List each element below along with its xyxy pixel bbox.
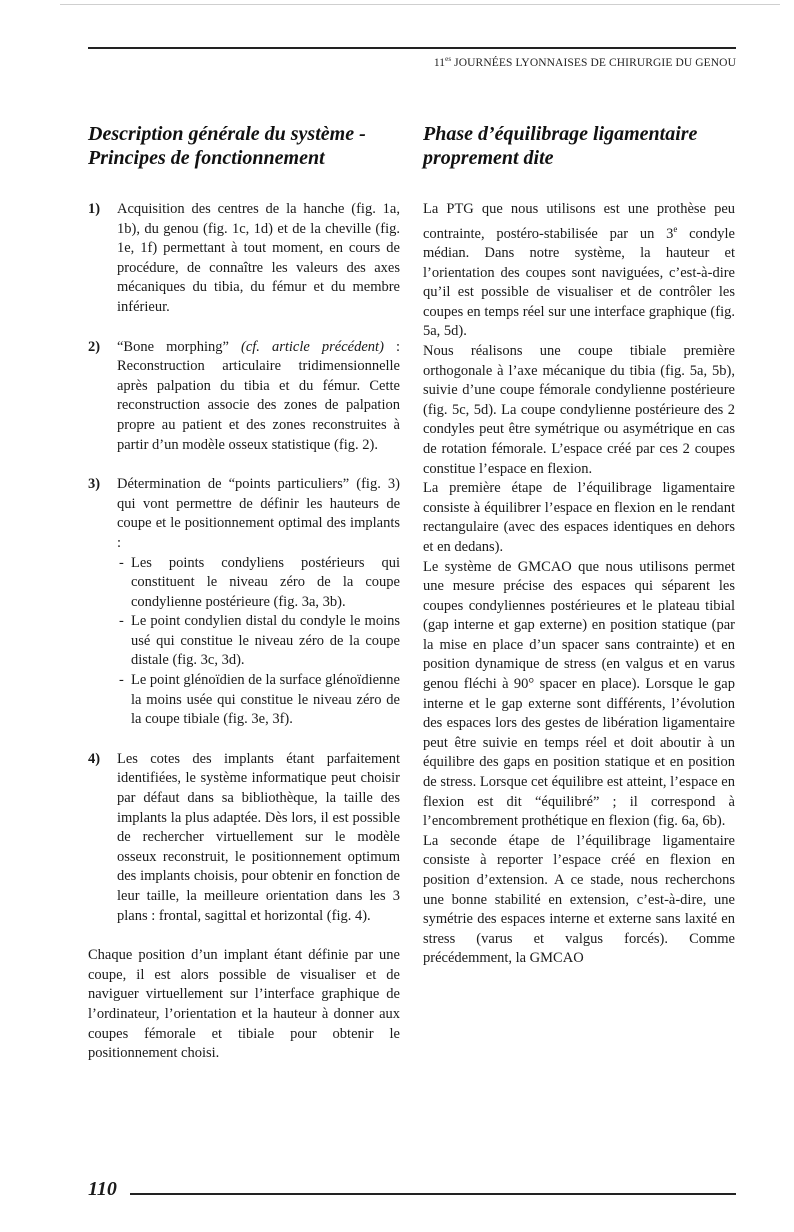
bone-morphing-term: “Bone morphing” xyxy=(117,338,241,355)
list-item-3 xyxy=(88,475,400,730)
paragraph-1 xyxy=(423,200,735,342)
list-item-2 xyxy=(88,338,400,456)
list-number: 2) xyxy=(88,338,101,355)
sub-item xyxy=(117,554,400,613)
dash-marker: - xyxy=(119,672,124,689)
right-section-title xyxy=(423,122,735,170)
sub-item-text: Les points condyliens postérieurs qui constituent le niveau zéro de la coupe condylienne postérieure (fig. 3a, 3b). xyxy=(131,554,400,610)
paragraph-4: Le système de GMCAO que nous utilisons permet une mesure précise des espaces qui séparent les coupes condyliennes postérieures et le plateau tibial (gap interne et gap externe) en position statique (par la mise en place d’un spacer sans contrainte) et en position dynamique de stress (en valgus et en varus genou fléchi à 90° spacer en place). Lorsque le gap interne et le gap externe sont différents, l’évolution des espaces lors des gestes de libération ligamentaire peut être suivie en temps réel et doit aboutir à un équilibre des gaps en position statique et en position de stress. Lorsque cet équilibre est atteint, l’espace en flexion est dit “équilibré” ; il correspond à l’encombrement prothétique en flexion (fig. 6a, 6b). xyxy=(423,558,735,830)
list-item-text: Détermination de “points particuliers” (fig. 3) qui vont permettre de définir les hauteurs de coupe et le positionnement optimal des implants : xyxy=(117,476,400,551)
list-number: 4) xyxy=(88,750,101,767)
list-item-4 xyxy=(88,750,400,926)
list-item-text: Acquisition des centres de la hanche (fig. 1a, 1b), du genou (fig. 1c, 1d) et de la cheville (fig. 1e, 1f) permettant à tout moment, en cours de procédure, de connaître les valeurs des axes mécaniques du tibia, du fémur et du membre inférieur. xyxy=(117,201,400,315)
footer-rule xyxy=(130,1193,736,1195)
dash-marker: - xyxy=(119,554,124,571)
ordinal-superscript: e xyxy=(673,223,678,234)
paragraph-1-start: La PTG que nous utilisons est une prothèse peu contrainte, postéro-stabilisée par un 3 xyxy=(423,201,735,242)
list-number: 1) xyxy=(88,201,101,217)
cross-reference: (cf. article précédent) xyxy=(241,338,384,355)
list-item-1 xyxy=(88,200,400,318)
right-title-line1: Phase d’équilibrage ligamentaire xyxy=(423,123,698,145)
running-header-number: 11 xyxy=(433,56,446,69)
paragraph-1-end: condyle médian. Dans notre système, la hauteur et l’orientation des coupes sont naviguées, c’est-à-dire qu’il est possible de visualiser et de contrôler les coupes en temps réel sur une interface graphique (fig. 5a, 5d). xyxy=(423,225,735,340)
running-header-title: JOURNÉES LYONNAISES DE CHIRURGIE DU GENOU xyxy=(454,56,736,69)
running-header-ordinal: es xyxy=(445,55,452,63)
sub-item xyxy=(117,671,400,730)
closing-paragraph: Chaque position d’un implant étant définie par une coupe, il est alors possible de visualiser et de naviguer virtuellement sur l’interface graphique de l’ordinateur, l’orientation et la hauteur à donner aux coupes fémorale et tibiale pour obtenir le positionnement choisi. xyxy=(88,947,400,1062)
dash-marker: - xyxy=(119,613,124,630)
left-title-line2: Principes de fonctionnement xyxy=(88,147,325,169)
sub-item-text: Le point glénoïdien de la surface glénoïdienne la moins usée qui constitue le niveau zéro de la coupe tibiale (fig. 3e, 3f). xyxy=(131,672,400,728)
list-item-text: Les cotes des implants étant parfaitement identifiées, le système informatique peut choisir par défaut dans sa bibliothèque, la taille des implants la plus adaptée. Dès lors, il est possible de rechercher virtuellement sur le modèle osseux reconstruit, le positionnement optimum des implants choisis, pour obtenir en fonction de leur taille, la meilleure orientation dans les 3 plans : frontal, sagittal et horizontal (fig. 4). xyxy=(117,750,400,924)
sub-item xyxy=(117,612,400,671)
header-rule xyxy=(88,47,736,49)
paragraph-3: La première étape de l’équilibrage ligamentaire consiste à équilibrer l’espace en flexion en le rendant rectangulaire (avec des espaces identiques en dehors et en dedans). xyxy=(423,480,735,555)
list-item-text-rest: : Reconstruction articulaire tridimensionnelle après palpation du tibia et du fémur. Cette reconstruction associe des zones de palpation propre au patient et des zones reconstruites à partir d’un modèle osseux statistique (fig. 2). xyxy=(117,338,401,453)
paragraph-5: La seconde étape de l’équilibrage ligamentaire consiste à reporter l’espace créé en flexion en position d’extension. A ce stade, nous recherchons une bonne stabilité en extension, c’est-à-dire, une symétrie des espaces interne et externe sans laxité en stress (varus et valgus forcés). Comme précédemment, la GMCAO xyxy=(423,832,735,967)
paragraph-2: Nous réalisons une coupe tibiale première orthogonale à l’axe mécanique du tibia (fig. 5a, 5b), suivie d’une coupe fémorale condylienne postérieure (fig. 5c, 5d). La coupe condylienne postérieure des 2 condyles peut être symétrique ou asymétrique en cas de rotation fémorale. L’espace créé par ces 2 coupes constitue l’espace en flexion. xyxy=(423,342,735,477)
list-item-text xyxy=(117,338,400,456)
right-column xyxy=(423,122,735,969)
list-number: 3) xyxy=(88,476,101,493)
left-section-title xyxy=(88,122,400,170)
running-header xyxy=(434,55,736,69)
page-number: 110 xyxy=(88,1178,117,1200)
left-title-line1: Description générale du système - xyxy=(88,123,366,145)
sub-item-text: Le point condylien distal du condyle le moins usé qui constitue le niveau zéro de la coupe distale (fig. 3c, 3d). xyxy=(131,613,400,669)
top-edge-line xyxy=(60,4,780,5)
left-column xyxy=(88,122,400,1064)
right-title-line2: proprement dite xyxy=(423,147,554,169)
